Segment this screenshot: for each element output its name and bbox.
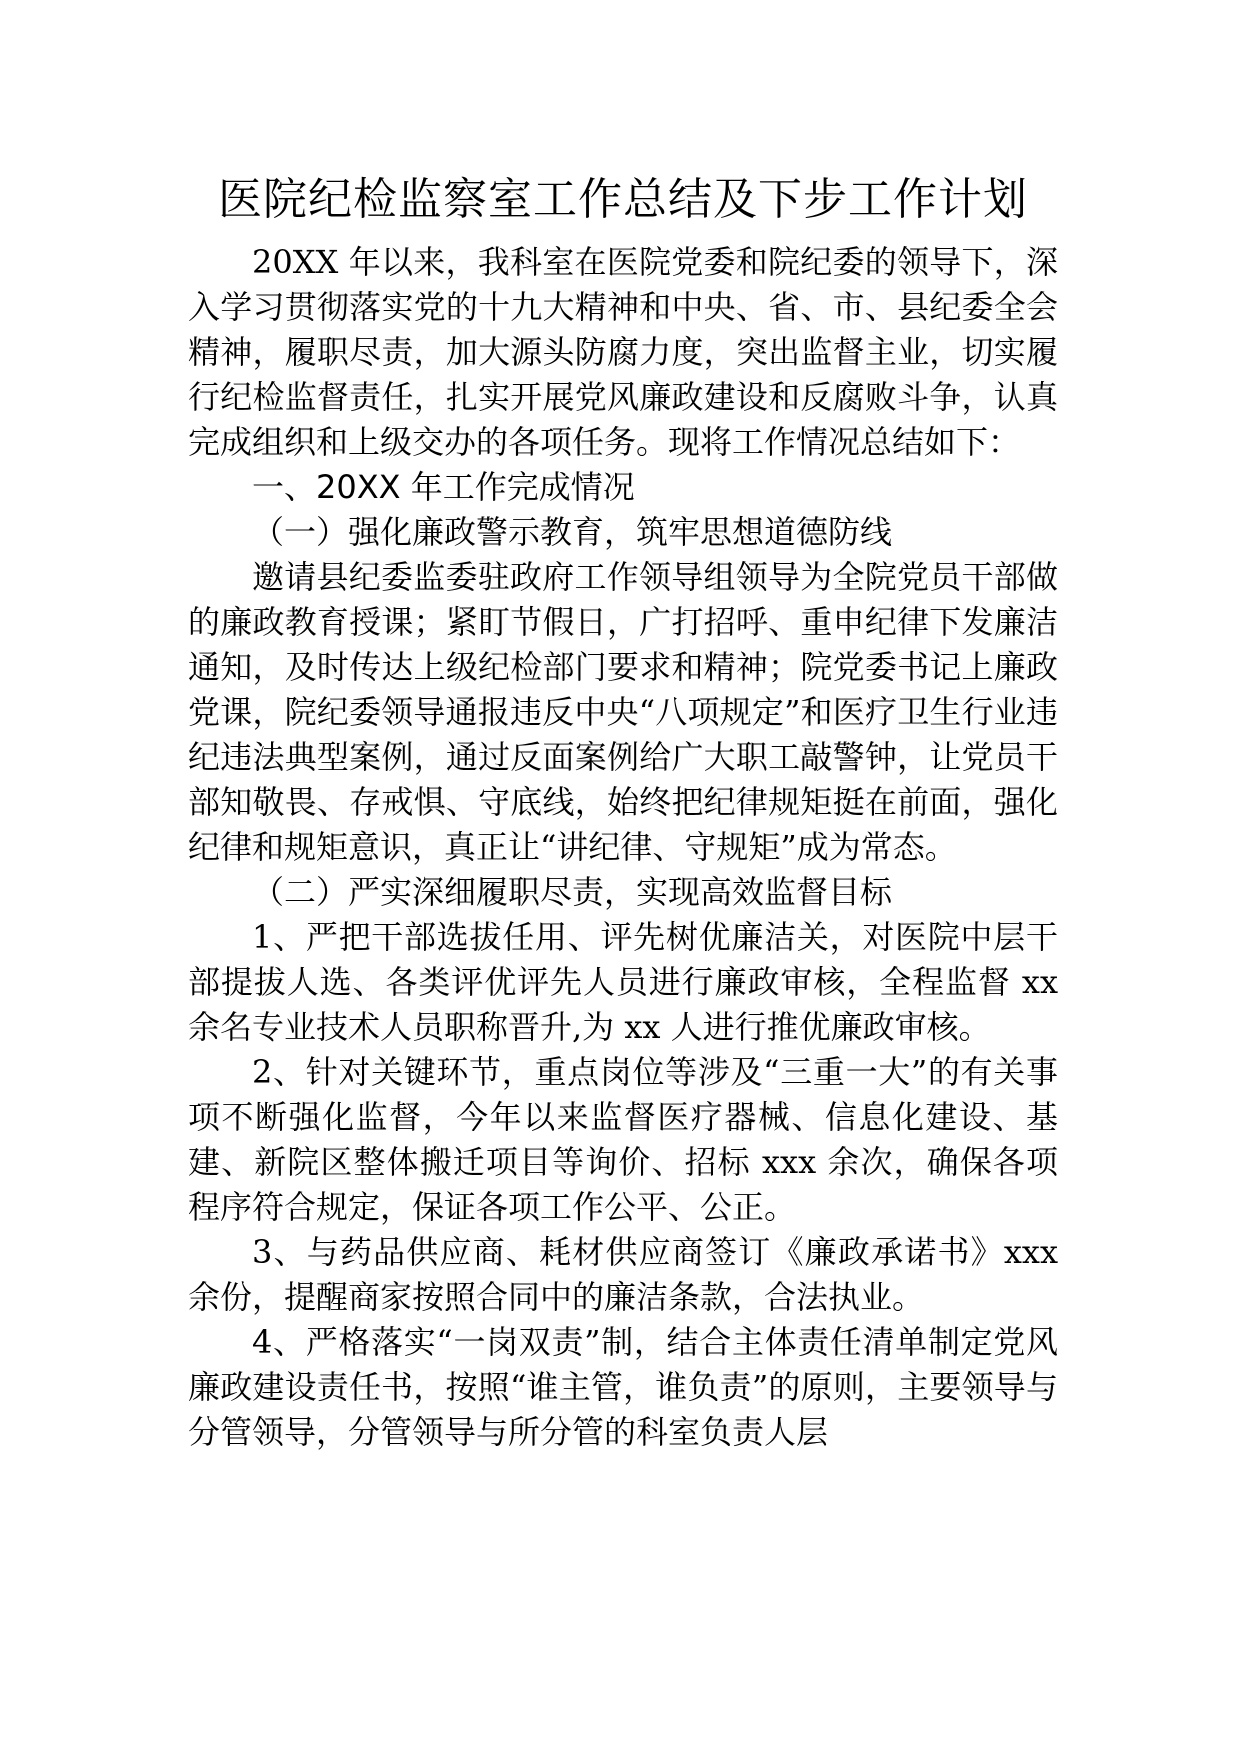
subsection-1-paragraph: 邀请县纪委监委驻政府工作领导组领导为全院党员干部做的廉政教育授课；紧盯节假日，广打招呼、重申纪律下发廉洁通知，及时传达上级纪检部门要求和精神；院党委书记上廉政党课，院纪委领导通报违反中央“八项规定”和医疗卫生行业违纪违法典型案例，通过反面案例给广大职工敲警钟，让党员干部知敬畏、存戒惧、守底线，始终把纪律规矩挺在前面，强化纪律和规矩意识，真正让“讲纪律、守规矩”成为常态。: [188, 558, 1058, 866]
subsection-heading-1: （一）强化廉政警示教育，筑牢思想道德防线: [252, 513, 893, 551]
section-heading-1: 一、20XX 年工作完成情况: [252, 468, 635, 506]
intro-paragraph: 20XX 年以来，我科室在医院党委和院纪委的领导下，深入学习贯彻落实党的十九大精神和中央、省、市、县纪委全会精神，履职尽责，加大源头防腐力度，突出监督主业，切实履行纪检监督责任，扎实开展党风廉政建设和反腐败斗争，认真完成组织和上级交办的各项任务。现将工作情况总结如下：: [188, 243, 1058, 461]
list-item-1: 1、严把干部选拔任用、评先树优廉洁关，对医院中层干部提拔人选、各类评优评先人员进行廉政审核，全程监督 xx 余名专业技术人员职称晋升,为 xx 人进行推优廉政审核。: [188, 918, 1058, 1046]
list-item-3: 3、与药品供应商、耗材供应商签订《廉政承诺书》xxx 余份，提醒商家按照合同中的廉洁条款，合法执业。: [188, 1233, 1058, 1316]
document-body: [188, 168, 1058, 1455]
subsection-heading-2: （二）严实深细履职尽责，实现高效监督目标: [252, 873, 893, 911]
list-item-4: 4、严格落实“一岗双责”制，结合主体责任清单制定党风廉政建设责任书，按照“谁主管，谁负责”的原则，主要领导与分管领导，分管领导与所分管的科室负责人层: [188, 1323, 1058, 1451]
document-title: 医院纪检监察室工作总结及下步工作计划: [218, 174, 1028, 225]
list-item-2: 2、针对关键环节，重点岗位等涉及“三重一大”的有关事项不断强化监督，今年以来监督医疗器械、信息化建设、基建、新院区整体搬迁项目等询价、招标 xxx 余次，确保各项程序符合规定，保证各项工作公平、公正。: [188, 1053, 1058, 1226]
